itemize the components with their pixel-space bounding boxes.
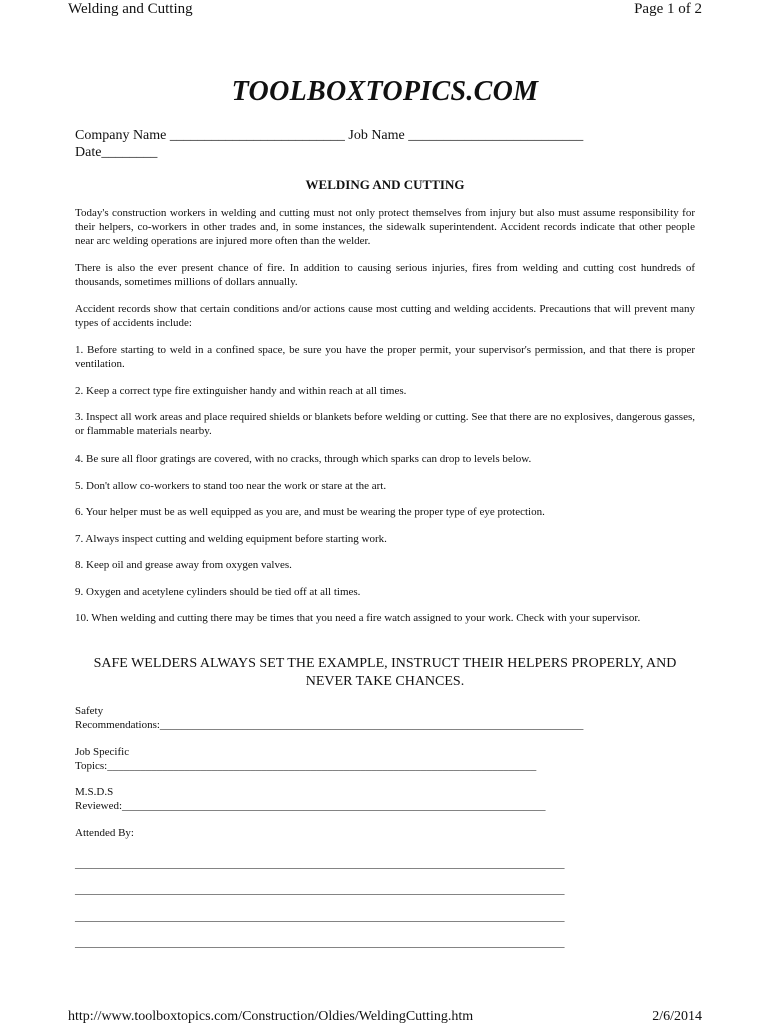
date-field: Date________ [75,145,158,160]
list-item-3: 3. Inspect all work areas and place required shields or blankets before welding or cutting. See that there are no explosives, dangerous gasses, or flammable materials nearby. [75,411,695,437]
safety-recommendations-field: Safety Recommendations:_____________________________________________________________________________ [75,705,584,731]
signature-line: _________________________________________________________________________________________ [75,937,565,949]
job-specific-topics-field: Job Specific Topics:______________________________________________________________________________ [75,746,537,772]
paragraph-precautions: Accident records show that certain conditions and/or actions cause most cutting and welding accidents. Precautions that will prevent many types of accidents include: [75,303,695,329]
site-title: TOOLBOXTOPICS.COM [231,76,539,107]
list-item-1: 1. Before starting to weld in a confined space, be sure you have the proper permit, your supervisor's permission, and that there is proper ventilation. [75,344,695,370]
attended-by-label: Attended By: [75,827,134,839]
list-item-6: 6. Your helper must be as well equipped as you are, and must be wearing the proper type of eye protection. [75,506,545,518]
list-item-4: 4. Be sure all floor gratings are covered, with no cracks, through which sparks can drop to levels below. [75,453,532,465]
list-item-8: 8. Keep oil and grease away from oxygen valves. [75,559,292,571]
msds-reviewed-field: M.S.D.S Reviewed:_____________________________________________________________________________ [75,786,546,812]
header-title: Welding and Cutting [68,1,193,17]
list-item-9: 9. Oxygen and acetylene cylinders should be tied off at all times. [75,586,361,598]
footer-date: 2/6/2014 [652,1009,702,1024]
paragraph-fire: There is also the ever present chance of fire. In addition to causing serious injuries, fires from welding and cutting cost hundreds of thousands, sometimes millions of dollars annually. [75,262,695,288]
signature-line: _________________________________________________________________________________________ [75,911,565,923]
safety-slogan: SAFE WELDERS ALWAYS SET THE EXAMPLE, INSTRUCT THEIR HELPERS PROPERLY, AND NEVER TAKE CHANCES. [93,656,677,689]
signature-line: _________________________________________________________________________________________ [75,858,565,870]
page-number: Page 1 of 2 [634,1,702,17]
footer-url: http://www.toolboxtopics.com/Construction/Oldies/WeldingCutting.htm [68,1009,474,1024]
list-item-2: 2. Keep a correct type fire extinguisher handy and within reach at all times. [75,385,407,397]
company-job-fields: Company Name _________________________ Job Name _________________________ [75,128,584,143]
signature-line: _________________________________________________________________________________________ [75,884,565,896]
document-title: WELDING AND CUTTING [305,177,465,192]
list-item-10: 10. When welding and cutting there may be times that you need a fire watch assigned to your work. Check with your supervisor. [75,612,641,624]
list-item-7: 7. Always inspect cutting and welding equipment before starting work. [75,533,387,545]
paragraph-intro: Today's construction workers in welding and cutting must not only protect themselves from injury but also must assume responsibility for their helpers, co-workers in other trades and, in some instances, the sidewalk superintendent. Accident records indicate that other people near arc welding operations are injured more often than the welder. [75,207,695,247]
list-item-5: 5. Don't allow co-workers to stand too near the work or stare at the art. [75,480,387,492]
